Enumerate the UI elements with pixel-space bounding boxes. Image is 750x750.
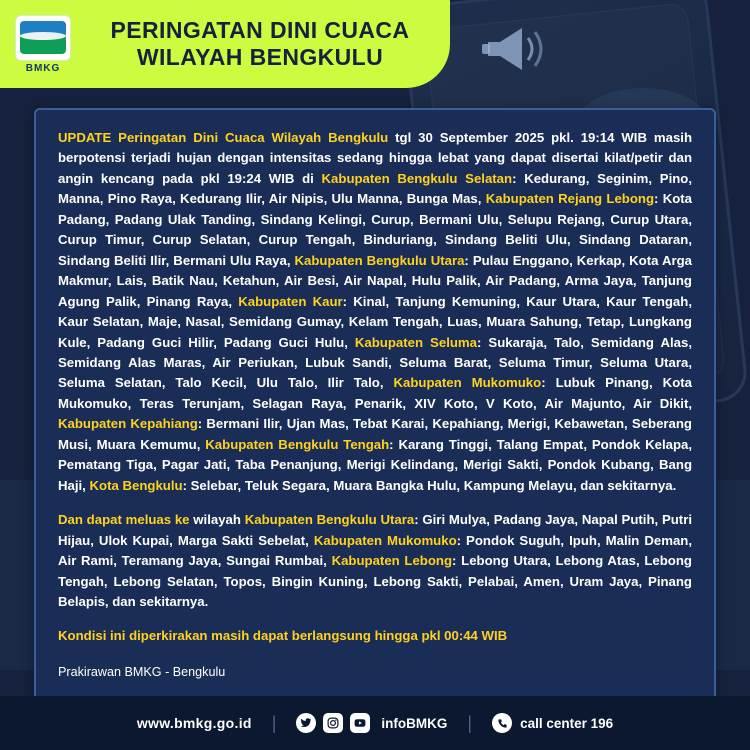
region-areas-1: Kota Padang, Padang Ulak Tanding, Sindang Kelingi, Curup, Bermani Ulu, Selupu Rejang, Curup Utara, Curup Timur, Curup Selatan, Curup Tengah, Binduriang, Sindang Beliti Ulu, Sindang Dataran, Sindang Beliti Ilir, Bermani Ulu Raya,	[58, 191, 693, 268]
region-areas-3: Kinal, Tanjung Kemuning, Kaur Utara, Kaur Tengah, Kaur Selatan, Maje, Nasal, Semidang Gumay, Kelam Tengah, Luas, Muara Sahung, Tetap, Lungkang Kule, Padang Guci Hilir, Padang Guci Hulu,	[58, 293, 692, 350]
region-areas-4: Sukaraja, Talo, Semidang Alas, Semidang Alas Maras, Air Periukan, Lubuk Sandi, Seluma Barat, Seluma Timur, Seluma Utara, Seluma Selatan, Talo Kecil, Ulu Talo, Ilir Talo,	[58, 334, 693, 391]
social-handle[interactable]: infoBMKG	[381, 715, 448, 731]
expansion-lead: Dan dapat meluas ke	[58, 512, 190, 528]
megaphone-icon	[478, 22, 550, 76]
region-name-4: Kabupaten Seluma	[354, 334, 477, 350]
call-center-text[interactable]: call center 196	[520, 715, 614, 731]
expansion-region-areas-2: Lebong Utara, Lebong Atas, Lebong Tengah, Lebong Selatan, Topos, Bingin Kuning, Lebong Sakti, Pelabai, Amen, Uram Jaya, Pinang Belapis, dan sekitarnya.	[58, 553, 692, 609]
warning-paragraph-2: Dan dapat meluas ke wilayah Kabupaten Bengkulu Utara: Giri Mulya, Padang Jaya, Napal Putih, Putri Hijau, Ulok Kupai, Marga Sakti Sebelat, Kabupaten Mukomuko: Pondok Suguh, Ipuh, Malin Deman, Air Rami, Teramang Jaya, Sungai Rumbai, Kabupaten Lebong: Lebong Utara, Lebong Atas, Lebong Tengah, Lebong Selatan, Topos, Bingin Kuning, Lebong Sakti, Pelabai, Amen, Uram Jaya, Pinang Belapis, dan sekitarnya.	[58, 512, 692, 609]
footer-bar	[0, 696, 750, 750]
expansion-lead-rest: wilayah	[189, 512, 245, 528]
region-name-7: Kabupaten Bengkulu Tengah	[205, 436, 390, 452]
region-areas-8: Selebar, Teluk Segara, Muara Bangka Hulu, Kampung Melayu, dan sekitarnya.	[190, 477, 677, 493]
expansion-region-name-2: Kabupaten Lebong	[331, 553, 453, 569]
expansion-region-name-0: Kabupaten Bengkulu Utara	[244, 512, 415, 528]
youtube-icon[interactable]	[350, 713, 370, 733]
social-links[interactable]	[296, 713, 447, 733]
warning-paragraph-1: UPDATE Peringatan Dini Cuaca Wilayah Bengkulu tgl 30 September 2025 pkl. 19:14 WIB masih berpotensi terjadi hujan dengan intensitas sedang hingga lebat yang dapat disertai kilat/petir dan angin kencang pada pkl 19:24 WIB di Kabupaten Bengkulu Selatan: Kedurang, Seginim, Pino, Manna, Pino Raya, Kedurang Ilir, Air Nipis, Ulu Manna, Bunga Mas, Kabupaten Rejang Lebong: Kota Padang, Padang Ulak Tanding, Sindang Kelingi, Curup, Bermani Ulu, Selupu Rejang, Curup Utara, Curup Timur, Curup Selatan, Curup Tengah, Binduriang, Sindang Beliti Ulu, Sindang Dataran, Sindang Beliti Ilir, Bermani Ulu Raya, Kabupaten Bengkulu Utara: Pulau Enggano, Kerkap, Kota Arga Makmur, Lais, Batik Nau, Ketahun, Air Besi, Air Napal, Hulu Palik, Air Padang, Arma Jaya, Tanjung Agung Palik, Pinang Raya, Kabupaten Kaur: Kinal, Tanjung Kemuning, Kaur Utara, Kaur Tengah, Kaur Selatan, Maje, Nasal, Semidang Gumay, Kelam Tengah, Luas, Muara Sahung, Tetap, Lungkang Kule, Padang Guci Hilir, Padang Guci Hulu, Kabupaten Seluma: Sukaraja, Talo, Semidang Alas, Semidang Alas Maras, Air Periukan, Lubuk Sandi, Seluma Barat, Seluma Timur, Seluma Utara, Seluma Selatan, Talo Kecil, Ulu Talo, Ilir Talo, Kabupaten Mukomuko: Lubuk Pinang, Kota Mukomuko, Teras Terunjam, Selagan Raya, Penarik, XIV Koto, V Koto, Air Majunto, Air Dikit, Kabupaten Kepahiang: Bermani Ilir, Ujan Mas, Tebat Karai, Kepahiang, Merigi, Kebawetan, Seberang Musi, Muara Kemumu, Kabupaten Bengkulu Tengah: Karang Tinggi, Talang Empat, Pondok Kelapa, Pematang Tiga, Pagar Jati, Taba Penanjung, Merigi Kelindang, Merigi Sakti, Pondok Kubang, Bang Haji, Kota Bengkulu: Selebar, Teluk Segara, Muara Bangka Hulu, Kampung Melayu, dan sekitarnya.	[58, 130, 693, 493]
footer-divider-2: |	[467, 712, 473, 733]
bmkg-logo-text: BMKG	[25, 62, 61, 74]
update-lead-highlight: UPDATE Peringatan Dini Cuaca Wilayah Bengkulu	[58, 130, 389, 145]
call-center[interactable]	[492, 713, 613, 733]
region-name-2: Kabupaten Bengkulu Utara	[294, 252, 465, 268]
region-areas-6: Bermani Ilir, Ujan Mas, Tebat Karai, Kepahiang, Merigi, Kebawetan, Seberang Musi, Muara Kemumu,	[58, 416, 692, 452]
region-name-6: Kabupaten Kepahiang	[58, 416, 198, 432]
signature-text: Prakirawan BMKG - Bengkulu	[58, 664, 226, 679]
region-areas-2: Pulau Enggano, Kerkap, Kota Arga Makmur, Lais, Batik Nau, Ketahun, Air Besi, Air Napal, Hulu Palik, Air Padang, Arma Jaya, Tanjung Agung Palik, Pinang Raya,	[58, 252, 693, 309]
header-banner	[0, 0, 450, 88]
region-name-1: Kabupaten Rejang Lebong	[485, 191, 655, 207]
region-name-5: Kabupaten Mukomuko	[393, 375, 542, 391]
website-link[interactable]: www.bmkg.go.id	[136, 715, 252, 731]
update-lead-rest: tgl 30 September 2025 pkl. 19:14 WIB masih berpotensi terjadi hujan dengan intensitas sedang hingga lebat yang dapat disertai kilat/petir dan angin kencang pada pkl 19:24 WIB di	[58, 130, 692, 186]
closing-note: Kondisi ini diperkirakan masih dapat berlangsung hingga pkl 00:44 WIB	[58, 628, 508, 644]
warning-body	[58, 128, 692, 682]
page-title-line-2: WILAYAH BENGKULU	[136, 44, 384, 70]
phone-icon	[492, 713, 512, 733]
expansion-region-areas-1: Pondok Suguh, Ipuh, Malin Deman, Air Rami, Teramang Jaya, Sungai Rumbai,	[58, 532, 692, 569]
expansion-region-areas-0: Giri Mulya, Padang Jaya, Napal Putih, Putri Hijau, Ulok Kupai, Marga Sakti Sebelat,	[58, 512, 692, 548]
region-areas-5: Lubuk Pinang, Kota Mukomuko, Teras Terunjam, Selagan Raya, Penarik, XIV Koto, V Koto, Air Majunto, Air Dikit,	[58, 375, 692, 411]
region-name-3: Kabupaten Kaur	[238, 293, 343, 309]
page-title	[74, 17, 450, 71]
footer-divider-1: |	[271, 712, 277, 733]
bmkg-logo	[12, 15, 74, 74]
warning-card	[34, 108, 716, 717]
region-areas-7: Karang Tinggi, Talang Empat, Pondok Kelapa, Pematang Tiga, Pagar Jati, Taba Penanjung, Merigi Kelindang, Merigi Sakti, Pondok Kubang, Bang Haji,	[58, 436, 692, 493]
region-name-0: Kabupaten Bengkulu Selatan	[321, 170, 513, 186]
region-areas-0: Kedurang, Seginim, Pino, Manna, Pino Raya, Kedurang Ilir, Air Nipis, Ulu Manna, Bunga Mas,	[58, 170, 693, 207]
page-title-line-1: PERINGATAN DINI CUACA	[110, 16, 410, 43]
expansion-region-name-1: Kabupaten Mukomuko	[313, 532, 457, 548]
bmkg-logo-icon	[15, 15, 71, 61]
instagram-icon[interactable]	[323, 713, 343, 733]
logo-wave-shape	[20, 36, 66, 54]
region-name-8: Kota Bengkulu	[89, 477, 183, 493]
twitter-icon[interactable]	[296, 713, 316, 733]
